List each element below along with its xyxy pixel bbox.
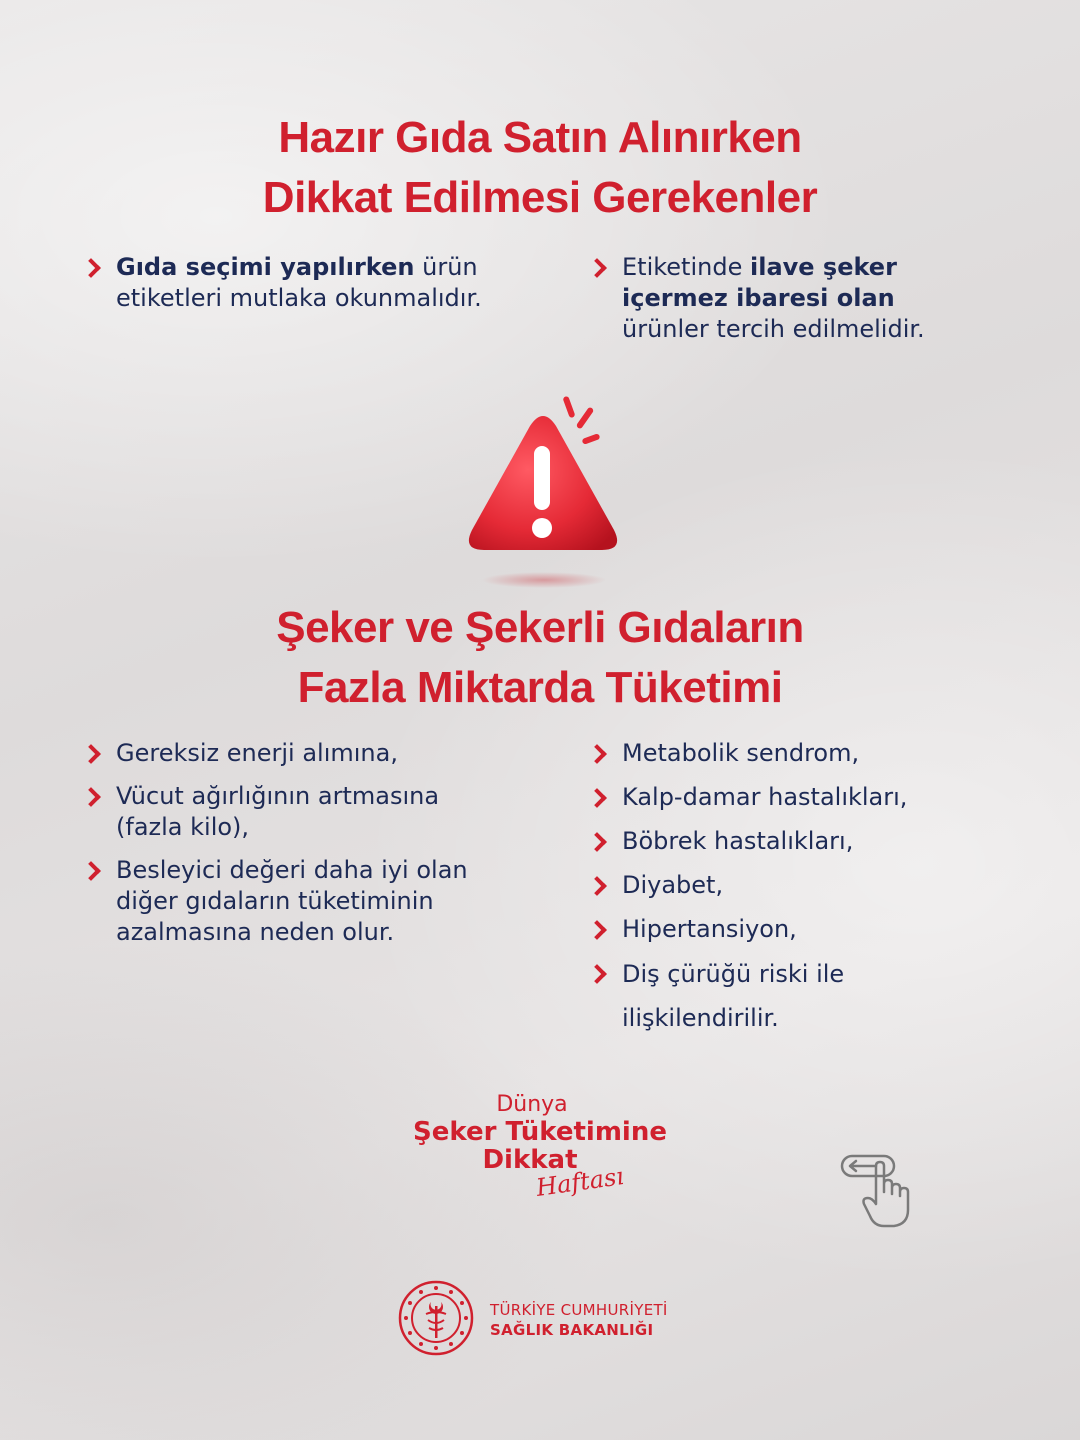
ministry-line1: TÜRKİYE CUMHURİYETİ [490, 1301, 668, 1319]
item-text: Gereksiz enerji alımına, [116, 739, 398, 767]
event-logo-line3: Dikkat [482, 1145, 578, 1175]
list-item [84, 781, 504, 843]
section2-title-line2: Fazla Miktarda Tüketimi [297, 663, 783, 712]
item-text: Besleyici değeri daha iyi olan diğer gıdaların tüketiminin azalmasına neden olur. [116, 856, 468, 946]
section1-title-line1: Hazır Gıda Satın Alınırken [278, 113, 802, 162]
chevron-right-icon [587, 964, 607, 984]
section1-title-line2: Dikkat Edilmesi Gerekenler [262, 173, 818, 222]
chevron-right-icon [587, 258, 607, 278]
chevron-right-icon [81, 787, 101, 807]
list-item [84, 252, 504, 314]
item-text: Hipertansiyon, [622, 915, 797, 943]
swipe-hand-icon[interactable] [836, 1152, 916, 1232]
item-bold-text: Gıda seçimi yapılırken [116, 253, 415, 281]
chevron-right-icon [81, 744, 101, 764]
item-text: Diş çürüğü riski ile ilişkilendirilir. [622, 960, 845, 1032]
item-text: ürün etiketleri mutlaka okunmalıdır. [116, 253, 482, 312]
item-text: Metabolik sendrom, [622, 739, 860, 767]
chevron-right-icon [587, 788, 607, 808]
item-text: Kalp-damar hastalıkları, [622, 783, 908, 811]
section1-title [0, 108, 1080, 228]
item-post-text: ürünler tercih edilmelidir. [622, 315, 925, 343]
section1-right-column [590, 252, 1010, 345]
chevron-right-icon [81, 861, 101, 881]
event-logo-line1: Dünya [496, 1092, 568, 1117]
chevron-right-icon [587, 744, 607, 764]
chevron-right-icon [81, 258, 101, 278]
section2-title [0, 598, 1080, 718]
event-logo-line4: Haftası [534, 1162, 626, 1202]
ministry-logo [398, 1280, 698, 1370]
list-item [84, 855, 504, 948]
list-item [590, 952, 922, 1040]
section2-left-column [84, 738, 504, 960]
chevron-right-icon [587, 832, 607, 852]
warning-triangle-icon [458, 390, 628, 590]
list-item [590, 870, 1010, 901]
ministry-name [490, 1300, 668, 1340]
chevron-right-icon [587, 920, 607, 940]
list-item [84, 738, 504, 769]
ministry-seal-icon [398, 1280, 474, 1356]
item-text: Vücut ağırlığının artmasına (fazla kilo), [116, 782, 440, 841]
item-text: Diyabet, [622, 871, 724, 899]
section1-left-column [84, 252, 504, 314]
event-logo [400, 1092, 680, 1202]
item-text: Böbrek hastalıkları, [622, 827, 854, 855]
chevron-right-icon [587, 876, 607, 896]
item-bold-text: ilave şeker içermez ibaresi olan [622, 253, 897, 312]
list-item [590, 252, 982, 345]
list-item [590, 782, 1010, 813]
section2-title-line1: Şeker ve Şekerli Gıdaların [276, 603, 804, 652]
list-item [590, 826, 1010, 857]
ministry-line2: SAĞLIK BAKANLIĞI [490, 1321, 654, 1339]
item-pre-text: Etiketinde [622, 253, 743, 281]
list-item [590, 738, 1010, 769]
section2-right-column [590, 738, 1010, 1053]
event-logo-line2: Şeker Tüketimine [413, 1117, 667, 1147]
list-item [590, 914, 1010, 945]
